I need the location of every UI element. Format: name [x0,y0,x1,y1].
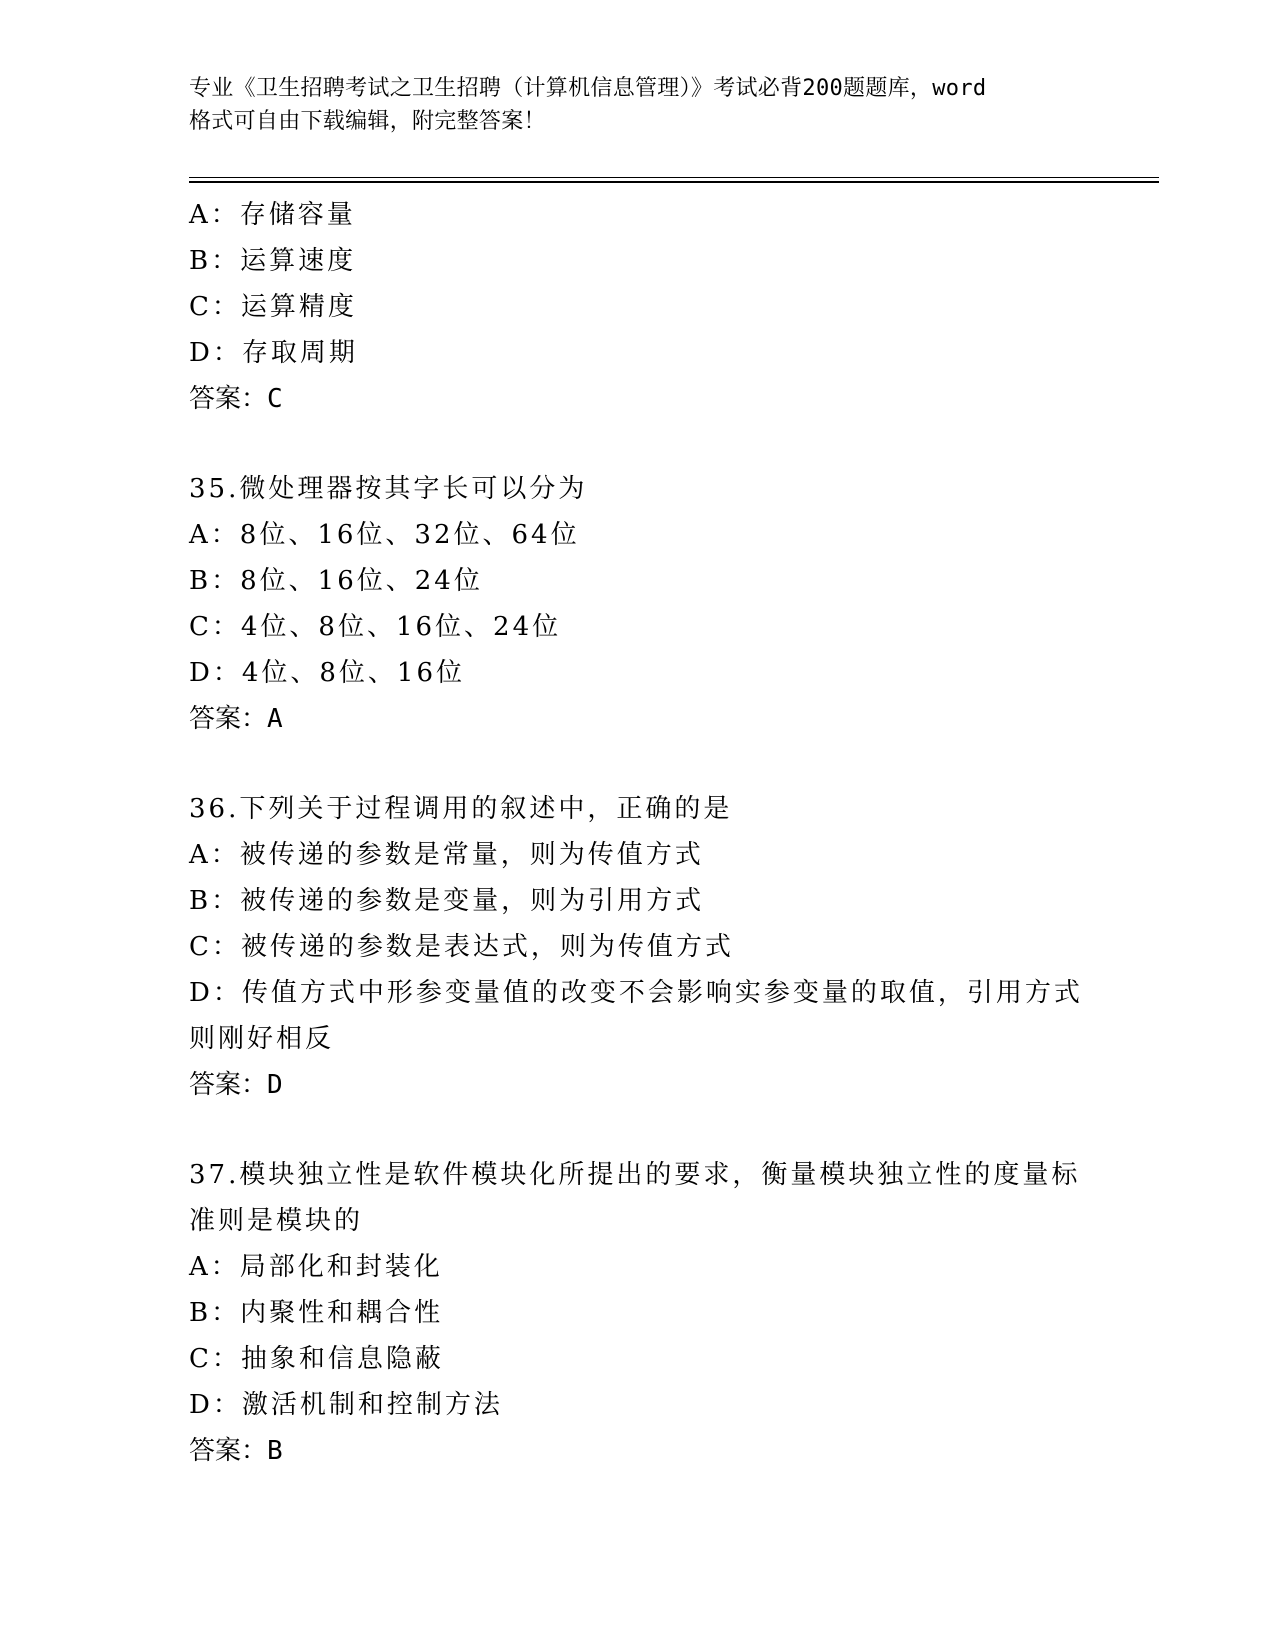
option-d: D：激活机制和控制方法 [189,1390,503,1420]
question-title: 36.下列关于过程调用的叙述中，正确的是 [189,794,733,824]
header-divider-thick [189,181,1159,183]
header-line-1: 专业《卫生招聘考试之卫生招聘（计算机信息管理）》考试必背200题题库，word [189,76,987,101]
question-34 [189,192,1089,422]
question-35 [189,466,1089,742]
option-a: A：被传递的参数是常量，则为传值方式 [189,840,704,870]
option-b: B：被传递的参数是变量，则为引用方式 [189,886,705,916]
option-d: D：存取周期 [189,338,358,368]
option-a: A：局部化和封装化 [189,1252,443,1282]
option-b: B：运算速度 [189,246,357,276]
option-d-line-2: 则刚好相反 [189,1024,335,1054]
answer: 答案：D [189,1070,283,1100]
question-36 [189,786,1089,1108]
question-title: 35.微处理器按其字长可以分为 [189,474,588,504]
option-a: A：8位、16位、32位、64位 [189,520,580,550]
option-c: C：4位、8位、16位、24位 [189,612,562,642]
question-title-line-2: 准则是模块的 [189,1206,364,1236]
question-title-line-1: 37.模块独立性是软件模块化所提出的要求，衡量模块独立性的度量标 [189,1160,1081,1190]
option-c: C：运算精度 [189,292,357,322]
answer: 答案：B [189,1436,283,1466]
header-line-2: 格式可自由下载编辑，附完整答案！ [189,109,546,134]
option-d-line-1: D：传值方式中形参变量值的改变不会影响实参变量的取值，引用方式 [189,978,1083,1008]
option-d: D：4位、8位、16位 [189,658,466,688]
spacer [189,1108,1089,1152]
spacer [189,742,1089,786]
question-list [189,192,1089,1474]
answer: 答案：C [189,384,283,414]
answer: 答案：A [189,704,283,734]
question-37 [189,1152,1089,1474]
header-divider-thin [189,177,1159,178]
option-c: C：抽象和信息隐蔽 [189,1344,444,1374]
option-c: C：被传递的参数是表达式，则为传值方式 [189,932,734,962]
option-a: A：存储容量 [189,200,356,230]
option-b: B：8位、16位、24位 [189,566,483,596]
spacer [189,422,1089,466]
option-b: B：内聚性和耦合性 [189,1298,444,1328]
document-header [189,72,1089,138]
